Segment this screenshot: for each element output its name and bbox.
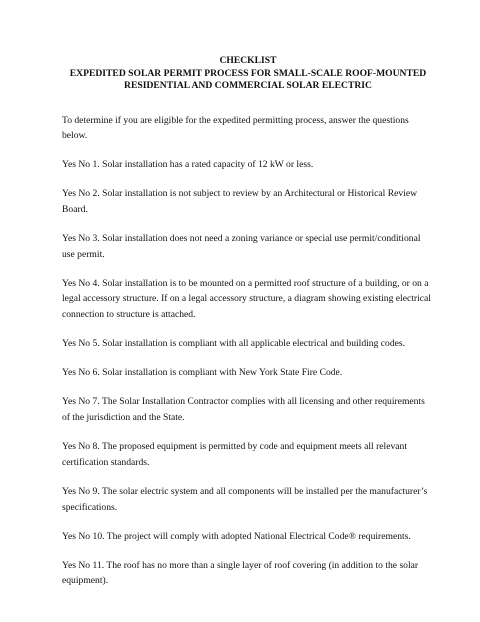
yes-option: Yes (62, 277, 76, 289)
checklist-item (62, 365, 434, 381)
checklist (62, 157, 434, 589)
yes-option: Yes (62, 530, 76, 542)
no-option: No (78, 440, 91, 452)
item-text: Solar installation does not need a zoning variance or special use permit/conditional use permit. (62, 232, 421, 260)
yes-option: Yes (62, 396, 76, 408)
yes-option: Yes (62, 559, 76, 571)
intro-paragraph: To determine if you are eligible for the expedited permitting process, answer the questions below. (62, 114, 409, 142)
no-option: No (78, 367, 91, 379)
yes-option: Yes (62, 338, 76, 350)
item-number: 4. (92, 277, 100, 289)
checklist-item (62, 231, 434, 263)
checklist-item (62, 336, 434, 352)
no-option: No (78, 396, 91, 408)
item-number: 6. (92, 367, 100, 379)
no-option: No (78, 277, 91, 289)
no-option: No (78, 485, 91, 497)
checklist-item (62, 558, 434, 590)
item-text: The Solar Installation Contractor complies with all licensing and other requirements of the jurisdiction and the State. (62, 396, 425, 423)
item-number: 2. (92, 188, 100, 200)
item-number: 1. (92, 159, 100, 171)
heading-line-3: RESIDENTIAL AND COMMERCIAL SOLAR ELECTRIC (124, 80, 372, 91)
no-option: No (78, 159, 91, 171)
item-number: 5. (92, 338, 100, 350)
yes-option: Yes (62, 232, 76, 244)
item-text: Solar installation is compliant with New York State Fire Code. (102, 367, 343, 379)
item-text: The roof has no more than a single layer of roof covering (in addition to the solar equipment). (62, 559, 419, 587)
item-text: The solar electric system and all components will be installed per the manufacturer’s specifications. (62, 485, 428, 513)
no-option: No (78, 530, 91, 542)
item-number: 8. (92, 440, 100, 452)
item-text: Solar installation has a rated capacity of 12 kW or less. (102, 159, 314, 171)
checklist-item (62, 157, 434, 173)
yes-option: Yes (62, 188, 76, 200)
item-text: The project will comply with adopted National Electrical Code® requirements. (106, 530, 411, 542)
checklist-item (62, 394, 434, 426)
yes-option: Yes (62, 159, 76, 171)
no-option: No (78, 559, 91, 571)
checklist-item (62, 529, 434, 545)
item-text: Solar installation is compliant with all applicable electrical and building codes. (102, 338, 406, 350)
heading-line-2: EXPEDITED SOLAR PERMIT PROCESS FOR SMALL-SCALE ROOF-MOUNTED (69, 67, 427, 79)
document-heading (62, 55, 434, 93)
document-page (62, 55, 434, 602)
item-text: Solar installation is to be mounted on a permitted roof structure of a building, or on a legal accessory structure. If on a legal accessory structure, a diagram showing existing electrical connection to structure is attached. (62, 277, 431, 321)
no-option: No (78, 188, 91, 200)
checklist-item (62, 484, 434, 516)
checklist-item (62, 276, 434, 323)
item-text: The proposed equipment is permitted by code and equipment meets all relevant certification standards. (62, 440, 407, 468)
item-number: 11. (92, 559, 105, 571)
item-number: 3. (92, 232, 100, 244)
heading-line-1: CHECKLIST (219, 55, 277, 66)
item-number: 10. (92, 530, 105, 542)
yes-option: Yes (62, 367, 76, 379)
item-number: 7. (92, 396, 100, 408)
no-option: No (78, 338, 91, 350)
checklist-item (62, 439, 434, 471)
item-number: 9. (92, 485, 100, 497)
no-option: No (78, 232, 91, 244)
yes-option: Yes (62, 440, 76, 452)
item-text: Solar installation is not subject to review by an Architectural or Historical Review Board. (62, 188, 418, 215)
checklist-item (62, 186, 434, 218)
yes-option: Yes (62, 485, 76, 497)
